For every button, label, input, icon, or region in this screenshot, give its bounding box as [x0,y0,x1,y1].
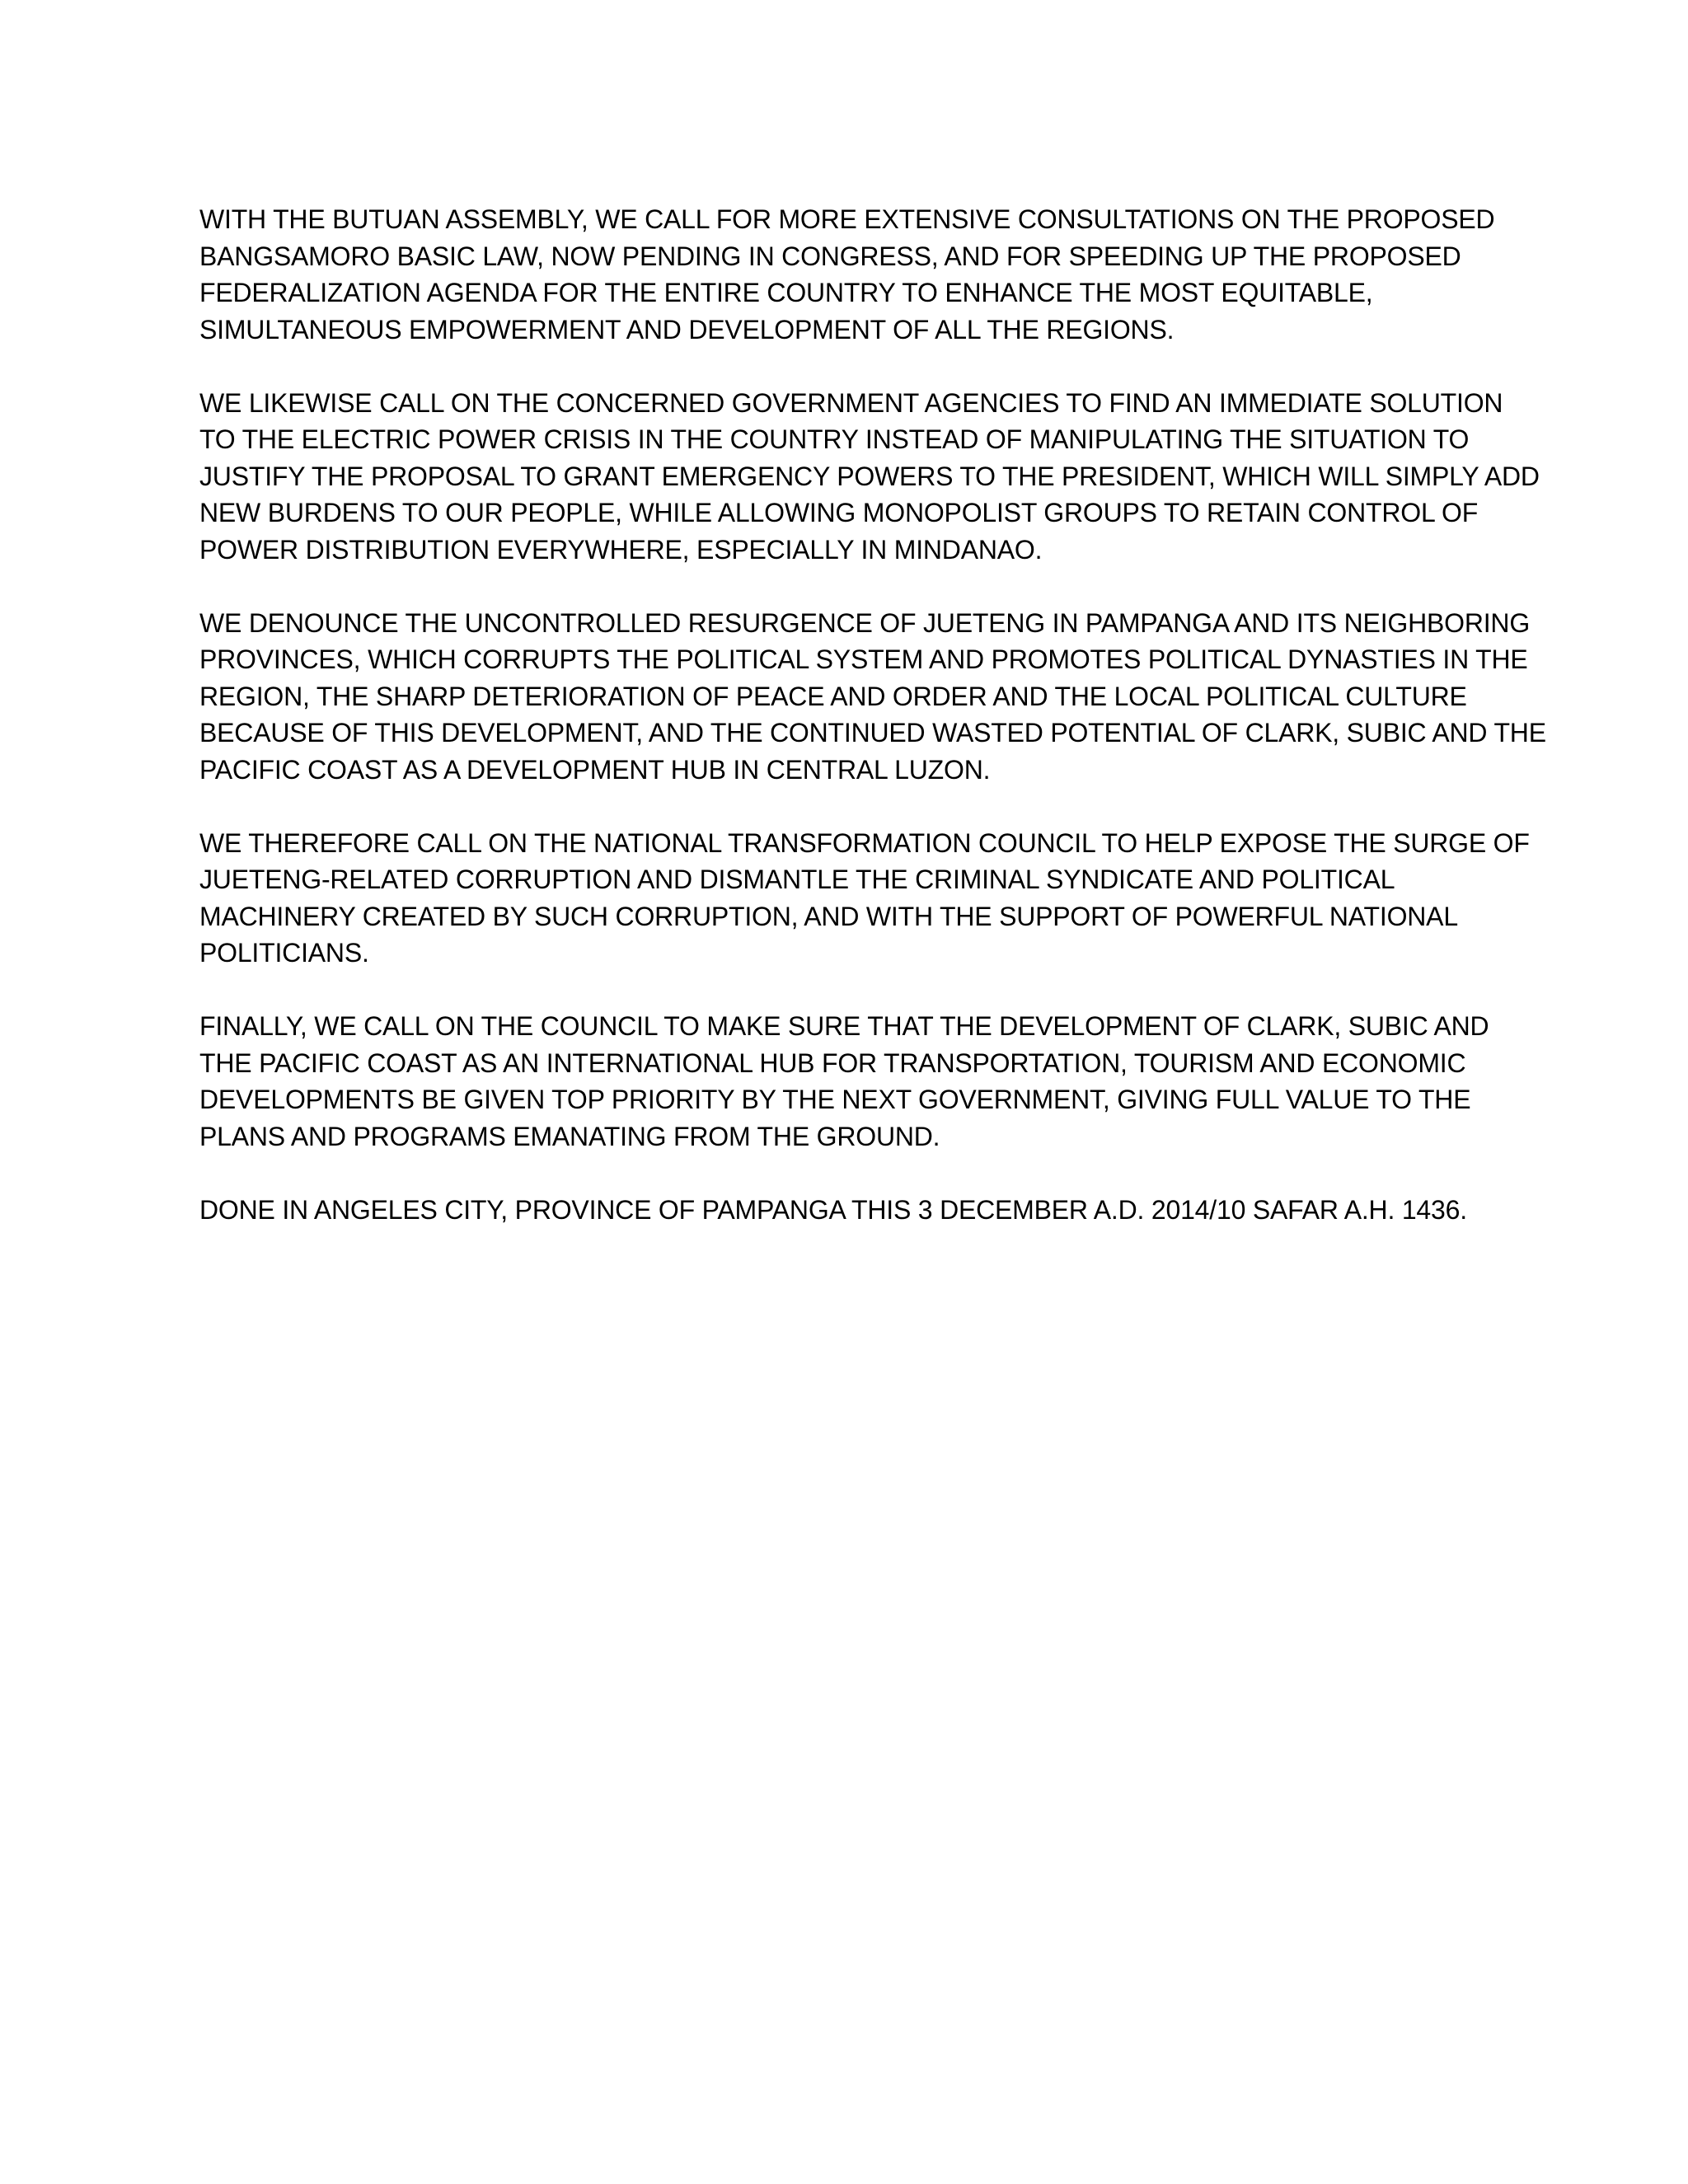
text-line: WE LIKEWISE CALL ON THE CONCERNED GOVERNMENT AGENCIES TO FIND AN IMMEDIATE SOLUTION [199,387,1503,418]
text-line: PLANS AND PROGRAMS EMANATING FROM THE GROUND. [199,1121,940,1151]
text-line: DONE IN ANGELES CITY, PROVINCE OF PAMPANGA THIS 3 DECEMBER A.D. 2014/10 SAFAR A.H. 1436. [199,1194,1467,1225]
text-line: FINALLY, WE CALL ON THE COUNCIL TO MAKE SURE THAT THE DEVELOPMENT OF CLARK, SUBIC AND [199,1011,1489,1041]
text-line: WE THEREFORE CALL ON THE NATIONAL TRANSFORMATION COUNCIL TO HELP EXPOSE THE SURGE OF [199,827,1530,858]
text-line: PROVINCES, WHICH CORRUPTS THE POLITICAL SYSTEM AND PROMOTES POLITICAL DYNASTIES IN THE [199,644,1528,674]
text-line: PACIFIC COAST AS A DEVELOPMENT HUB IN CENTRAL LUZON. [199,754,991,785]
text-line: SIMULTANEOUS EMPOWERMENT AND DEVELOPMENT OF ALL THE REGIONS. [199,314,1175,344]
text-line: JUSTIFY THE PROPOSAL TO GRANT EMERGENCY POWERS TO THE PRESIDENT, WHICH WILL SIMPLY ADD [199,461,1540,491]
text-line: BANGSAMORO BASIC LAW, NOW PENDING IN CONGRESS, AND FOR SPEEDING UP THE PROPOSED [199,241,1461,271]
text-line: POLITICIANS. [199,938,369,968]
paragraph-transformation-council [199,825,1530,972]
text-line: THE PACIFIC COAST AS AN INTERNATIONAL HUB FOR TRANSPORTATION, TOURISM AND ECONOMIC [199,1047,1466,1078]
text-line: MACHINERY CREATED BY SUCH CORRUPTION, AND WITH THE SUPPORT OF POWERFUL NATIONAL [199,901,1458,931]
paragraph-development-priority [199,1008,1502,1155]
text-line: JUETENG-RELATED CORRUPTION AND DISMANTLE THE CRIMINAL SYNDICATE AND POLITICAL [199,865,1395,894]
text-line: TO THE ELECTRIC POWER CRISIS IN THE COUNTRY INSTEAD OF MANIPULATING THE SITUATION TO [199,424,1470,454]
text-line: FEDERALIZATION AGENDA FOR THE ENTIRE COUNTRY TO ENHANCE THE MOST EQUITABLE, [199,278,1373,307]
text-line: DEVELOPMENTS BE GIVEN TOP PRIORITY BY THE NEXT GOVERNMENT, GIVING FULL VALUE TO THE [199,1085,1471,1114]
text-line: POWER DISTRIBUTION EVERYWHERE, ESPECIALLY IN MINDANAO. [199,534,1043,565]
paragraph-done-in [199,1192,1502,1229]
text-line: BECAUSE OF THIS DEVELOPMENT, AND THE CONTINUED WASTED POTENTIAL OF CLARK, SUBIC AND THE [199,718,1546,748]
paragraph-power-crisis [199,385,1540,569]
text-line: NEW BURDENS TO OUR PEOPLE, WHILE ALLOWING MONOPOLIST GROUPS TO RETAIN CONTROL OF [199,498,1479,527]
document-body [199,201,1546,1265]
paragraph-jueteng-denouncement [199,605,1546,789]
text-line: WITH THE BUTUAN ASSEMBLY, WE CALL FOR MORE EXTENSIVE CONSULTATIONS ON THE PROPOSED [199,204,1495,234]
text-line: REGION, THE SHARP DETERIORATION OF PEACE AND ORDER AND THE LOCAL POLITICAL CULTURE [199,681,1467,711]
text-line: WE DENOUNCE THE UNCONTROLLED RESURGENCE OF JUETENG IN PAMPANGA AND ITS NEIGHBORING [199,607,1531,638]
paragraph-butuan-assembly [199,201,1502,348]
